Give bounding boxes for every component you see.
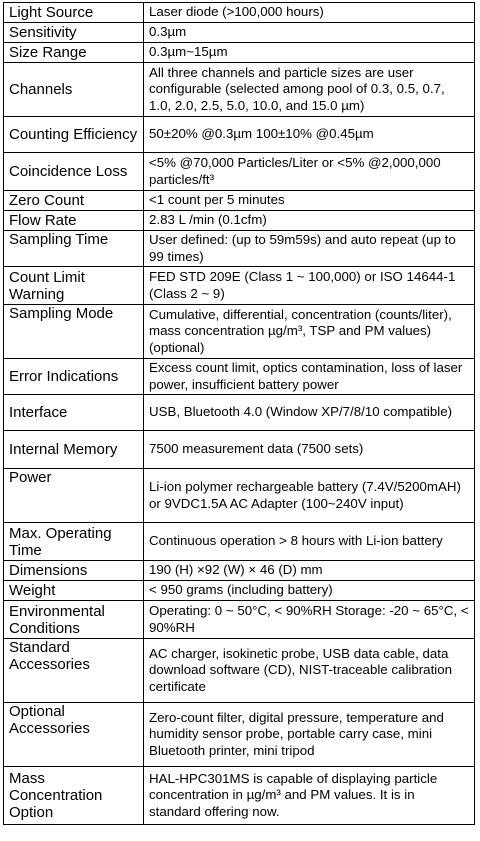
spec-value: 190 (H) ×92 (W) × 46 (D) mm xyxy=(144,561,475,581)
spec-label: Size Range xyxy=(4,43,144,63)
spec-label: Channels xyxy=(4,63,144,117)
spec-label: Counting Efficiency xyxy=(4,117,144,153)
spec-label: Optional Accessories xyxy=(4,703,144,767)
spec-value: <5% @70,000 Particles/Liter or <5% @2,000,000 particles/ft³ xyxy=(144,153,475,191)
spec-label: Environmental Conditions xyxy=(4,601,144,639)
spec-value: Li-ion polymer rechargeable battery (7.4V/5200mAH) or 9VDC1.5A AC Adapter (100~240V input) xyxy=(144,469,475,523)
spec-label: Standard Accessories xyxy=(4,639,144,703)
spec-label: Sampling Time xyxy=(4,231,144,267)
table-row xyxy=(4,639,475,703)
table-row xyxy=(4,63,475,117)
table-row xyxy=(4,431,475,469)
spec-label: Zero Count xyxy=(4,191,144,211)
spec-value: <1 count per 5 minutes xyxy=(144,191,475,211)
spec-value: Excess count limit, optics contamination, loss of laser power, insufficient battery power xyxy=(144,359,475,395)
spec-value: Zero-count filter, digital pressure, temperature and humidity sensor probe, portable carry case, mini Bluetooth printer, mini tripod xyxy=(144,703,475,767)
table-row xyxy=(4,267,475,305)
table-row xyxy=(4,231,475,267)
table-row xyxy=(4,117,475,153)
table-row xyxy=(4,601,475,639)
table-row xyxy=(4,469,475,523)
spec-label: Flow Rate xyxy=(4,211,144,231)
table-row xyxy=(4,523,475,561)
spec-label: Mass Concentration Option xyxy=(4,767,144,825)
spec-value: Continuous operation > 8 hours with Li-ion battery xyxy=(144,523,475,561)
spec-label: Light Source xyxy=(4,3,144,23)
table-row xyxy=(4,305,475,359)
spec-value: 0.3µm~15µm xyxy=(144,43,475,63)
table-row xyxy=(4,3,475,23)
spec-label: Power xyxy=(4,469,144,523)
spec-value: All three channels and particle sizes are user configurable (selected among pool of 0.3, 0.5, 0.7, 1.0, 2.0, 2.5, 5.0, 10.0, and 15.0 µm) xyxy=(144,63,475,117)
spec-label: Dimensions xyxy=(4,561,144,581)
spec-value: FED STD 209E (Class 1 ~ 100,000) or ISO 14644-1 (Class 2 ~ 9) xyxy=(144,267,475,305)
spec-label: Interface xyxy=(4,395,144,431)
spec-value: AC charger, isokinetic probe, USB data cable, data download software (CD), NIST-traceable calibration certificate xyxy=(144,639,475,703)
table-row xyxy=(4,359,475,395)
spec-value: < 950 grams (including battery) xyxy=(144,581,475,601)
table-row xyxy=(4,767,475,825)
table-row xyxy=(4,211,475,231)
spec-value: Operating: 0 ~ 50°C, < 90%RH Storage: -20 ~ 65°C, < 90%RH xyxy=(144,601,475,639)
spec-value: Cumulative, differential, concentration (counts/liter), mass concentration µg/m³, TSP and PM values) (optional) xyxy=(144,305,475,359)
spec-value: User defined: (up to 59m59s) and auto repeat (up to 99 times) xyxy=(144,231,475,267)
spec-label: Max. Operating Time xyxy=(4,523,144,561)
table-row xyxy=(4,23,475,43)
spec-label: Count Limit Warning xyxy=(4,267,144,305)
table-row xyxy=(4,581,475,601)
spec-label: Error Indications xyxy=(4,359,144,395)
table-row xyxy=(4,191,475,211)
spec-value: Laser diode (>100,000 hours) xyxy=(144,3,475,23)
spec-value: 50±20% @0.3µm 100±10% @0.45µm xyxy=(144,117,475,153)
table-row xyxy=(4,153,475,191)
spec-value: 2.83 L /min (0.1cfm) xyxy=(144,211,475,231)
table-row xyxy=(4,43,475,63)
spec-label: Coincidence Loss xyxy=(4,153,144,191)
spec-value: HAL-HPC301MS is capable of displaying particle concentration in µg/m³ and PM values. It is in standard offering now. xyxy=(144,767,475,825)
table-row xyxy=(4,395,475,431)
spec-label: Weight xyxy=(4,581,144,601)
table-row xyxy=(4,561,475,581)
spec-label: Sampling Mode xyxy=(4,305,144,359)
spec-value: USB, Bluetooth 4.0 (Window XP/7/8/10 compatible) xyxy=(144,395,475,431)
spec-label: Internal Memory xyxy=(4,431,144,469)
table-row xyxy=(4,703,475,767)
spec-label: Sensitivity xyxy=(4,23,144,43)
spec-value: 7500 measurement data (7500 sets) xyxy=(144,431,475,469)
spec-value: 0.3µm xyxy=(144,23,475,43)
spec-table xyxy=(3,2,475,825)
